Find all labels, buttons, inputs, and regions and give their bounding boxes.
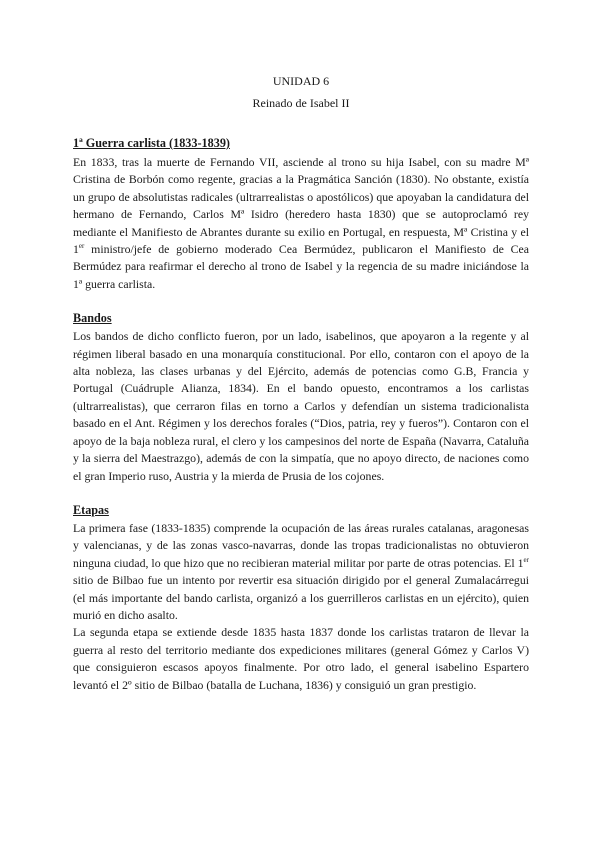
text-run: sitio de Bilbao fue un intento por revertir esa situación dirigido por el general Zumalacárregui (el más importante del bando carlista, organizó a los guerrilleros carlistas en un ejército), quien murió en dicho asalto. [73,573,529,622]
text-run: En 1833, tras la muerte de Fernando VII, asciende al trono su hija Isabel, con su madre Mª Cristina de Borbón como regente, gracias a la Pragmática Sanción (1830). No obstante, existía un grupo de absolutistas radicales (ultrarrealistas o apostólicos) que apoyaban la candidatura del hermano de Fernando, Carlos Mª Isidro (heredero hasta 1830) que se autoproclamó rey mediante el Manifiesto de Abrantes durante su exilio en Portugal, en respuesta, Mª Cristina y el 1 [73,155,529,257]
section-heading-guerra-carlista: 1ª Guerra carlista (1833-1839) [73,136,230,150]
section-heading-bandos: Bandos [73,311,112,326]
paragraph-etapas-2: La segunda etapa se extiende desde 1835 hasta 1837 donde los carlistas trataron de llevar la guerra al resto del territorio mediante dos expediciones militares (general Gómez y Carlos V) que consiguieron escasos apoyos finalmente. Por otro lado, el general isabelino Espartero levantó el 2º sitio de Bilbao (batalla de Luchana, 1836) y consiguió un gran prestigio. [73,625,529,692]
unit-subtitle: Reinado de Isabel II [252,96,350,110]
paragraph-etapas-1 [73,520,529,624]
superscript: er [523,555,529,564]
text-run: ministro/jefe de gobierno moderado Cea Bermúdez, publicaron el Manifiesto de Cea Bermúdez para reafirmar el derecho al trono de Isabel y la regencia de su madre iniciándose la 1ª guerra carlista. [73,242,529,291]
paragraph-guerra-carlista [73,154,529,293]
unit-title: UNIDAD 6 [272,74,330,88]
superscript: er [78,242,85,251]
text-run: La primera fase (1833-1835) comprende la ocupación de las áreas rurales catalanas, aragonesas y valencianas, y de las zonas vasco-navarras, donde las tropas tradicionalistas no obtuvieron ninguna ciudad, lo que hizo que no recibieran material militar por parte de otras potencias. El 1 [73,520,529,570]
document-page [73,70,529,694]
paragraph-bandos: Los bandos de dicho conflicto fueron, por un lado, isabelinos, que apoyaron a la regente y al régimen liberal basado en una monarquía constitucional. Por ello, contaron con el apoyo de la alta nobleza, las clases urbanas y del Ejército, además de potencias como G.B, Francia y Portugal (Cuádruple Alianza, 1834). En el bando opuesto, encontramos a los carlistas (ultrarrealistas), que cerraron filas en torno a Carlos y defendían un sistema tradicionalista basado en el Ant. Régimen y los derechos forales (“Dios, patria, rey y fueros”). Contaron con el apoyo de la baja nobleza rural, el clero y los campesinos del norte de España (Navarra, Cataluña y la sierra del Maestrazgo), además de con la simpatía, que no apoyo directo, de naciones como el gran Imperio ruso, Austria y la mierda de Prusia de los cojones. [73,329,529,483]
section-heading-etapas: Etapas [73,502,109,517]
